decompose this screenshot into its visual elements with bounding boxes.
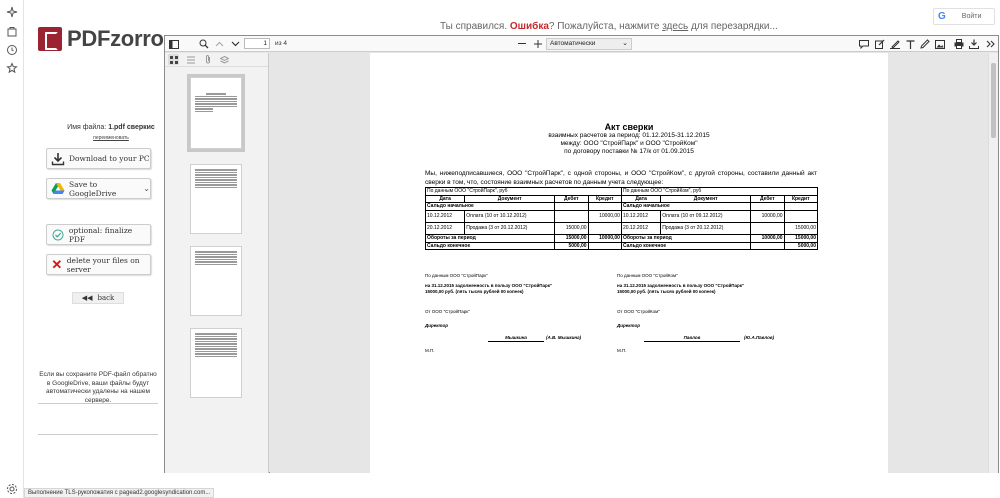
download-label: Download to your PC (69, 154, 150, 163)
captcha-message (440, 21, 778, 32)
browser-sidebar (0, 0, 24, 498)
cell: 10.12.2012 (621, 211, 660, 223)
text-icon[interactable] (903, 37, 917, 51)
draw-icon[interactable] (918, 37, 932, 51)
rewind-icon: ◀◀ (81, 294, 93, 302)
back-button[interactable] (72, 292, 124, 304)
zoom-out-icon[interactable] (515, 37, 529, 51)
closing-label: Сальдо конечное (621, 242, 750, 250)
reconciliation-table (425, 187, 818, 250)
page-number-input[interactable]: 1 (244, 38, 270, 49)
thumbnail-sidebar (165, 53, 269, 473)
table-row (426, 211, 818, 223)
closing-label: Сальдо конечное (426, 242, 555, 250)
save-to-googledrive-button[interactable] (46, 178, 151, 199)
check-circle-icon (51, 228, 65, 242)
cell: 15000,00 (555, 223, 588, 235)
cell: Оплата (10 от 10.12.2012) (465, 211, 555, 223)
captcha-prefix: Ты справился. (440, 21, 508, 32)
zoom-select[interactable] (546, 38, 632, 50)
googledrive-note: Если вы сохраните PDF-файл обратно в GoogleDrive, ваши файлы будут автоматически удалены на нашем сервере. (39, 371, 157, 404)
left-by-data: По данным ООО "СтройПарк" (425, 273, 488, 278)
turnover-label: Обороты за период (426, 235, 555, 243)
table-row (426, 242, 818, 250)
header-cell: Дата (621, 195, 660, 203)
page-thumbnail[interactable] (190, 328, 242, 398)
delete-files-button[interactable] (46, 254, 151, 275)
doc-subtitle: по договору поставки № 17/к от 01.09.2015 (564, 148, 694, 155)
right-name: (Ю.А.Павлов) (744, 335, 775, 340)
cell: 15000,00 (555, 235, 588, 243)
divider (38, 403, 158, 404)
back-label: back (97, 294, 115, 302)
header-cell: Документ (465, 195, 555, 203)
sparkle-icon[interactable] (5, 5, 19, 19)
cell: 20.12.2012 (621, 223, 660, 235)
left-name: (А.В. Мышкина) (546, 335, 582, 340)
logo-text: PDFzorro (67, 26, 164, 51)
left-party: По данным ООО "СтройПарк", руб (426, 188, 622, 196)
signature-icon[interactable] (873, 37, 887, 51)
search-icon[interactable] (197, 37, 211, 51)
chevron-up-icon[interactable] (212, 37, 226, 51)
app-side-panel (25, 0, 165, 498)
table-row (426, 235, 818, 243)
history-icon[interactable] (5, 43, 19, 57)
cell: Оплата (10 от 09.12.2012) (661, 211, 751, 223)
logo-icon (38, 27, 62, 51)
delete-label: delete your files on server (66, 255, 140, 274)
cell: Продажа (3 от 20.12.2012) (661, 223, 751, 235)
scrollbar-thumb[interactable] (991, 63, 996, 138)
doc-subtitle: между: ООО "СтройПарк" и ООО "СтройКом" (560, 140, 698, 147)
right-amount: 15000,00 руб. (пять тысяч рублей 00 копеек) (617, 289, 716, 294)
google-icon: G (938, 11, 946, 22)
pdfzorro-logo[interactable] (38, 26, 164, 52)
chevron-down-icon: ⌄ (143, 184, 150, 193)
file-info (45, 123, 177, 143)
save-icon[interactable] (967, 37, 981, 51)
download-icon (51, 152, 65, 166)
rename-link[interactable]: переименовать (93, 135, 129, 141)
table-row (426, 188, 818, 196)
left-signer: Мышкина (488, 335, 544, 342)
pdf-viewer (164, 35, 999, 473)
reload-link[interactable]: здесь (662, 21, 689, 32)
table-row (426, 203, 818, 211)
cell: 20.12.2012 (426, 223, 465, 235)
zoom-in-icon[interactable] (531, 37, 545, 51)
browser-status-bar: Выполнение TLS-рукопожатия с pagead2.googlesyndication.com... (24, 488, 214, 498)
layers-tab-icon[interactable] (219, 54, 230, 65)
outline-tab-icon[interactable] (185, 54, 196, 65)
page-thumbnail[interactable] (190, 246, 242, 316)
right-by-data: По данным ООО "СтройКом" (617, 273, 678, 278)
header-cell: Кредит (784, 195, 817, 203)
pdf-page (370, 53, 888, 473)
image-icon[interactable] (933, 37, 947, 51)
right-from: От ООО "СтройКом" (617, 309, 660, 314)
header-cell: Дебет (555, 195, 588, 203)
finalize-pdf-button[interactable] (46, 224, 151, 245)
googledrive-label: Save to GoogleDrive (69, 179, 117, 198)
turnover-label: Обороты за период (621, 235, 750, 243)
finalize-label: optional: finalize PDF (68, 225, 133, 244)
cell: Продажа (3 от 20.12.2012) (465, 223, 555, 235)
sidebar-toggle-icon[interactable] (167, 37, 181, 51)
viewer-toolbar (165, 36, 998, 52)
opening-label: Сальдо начальное (621, 203, 750, 211)
header-cell: Документ (661, 195, 751, 203)
page-thumbnail[interactable] (190, 77, 242, 149)
doc-title: Акт сверки (604, 122, 654, 132)
page-thumbnail[interactable] (190, 164, 242, 234)
download-button[interactable] (46, 148, 151, 169)
document-canvas (270, 53, 988, 473)
cell: 5000,00 (784, 242, 817, 250)
attachments-tab-icon[interactable] (202, 54, 213, 65)
cell: 15000,00 (784, 235, 817, 243)
table-row (426, 223, 818, 235)
print-icon[interactable] (952, 37, 966, 51)
file-name: 1.pdf сверкис (108, 124, 155, 131)
file-label: Имя файла: (67, 124, 107, 131)
captcha-error: Ошибка (509, 21, 549, 32)
login-label: Войти (961, 13, 982, 20)
cell: 5000,00 (555, 242, 588, 250)
divider (38, 434, 158, 435)
right-signer: Павлов (644, 335, 740, 342)
cell (588, 223, 621, 235)
left-debt: на 31.12.2015 задолженность в пользу ООО "СтройПарк" (425, 283, 553, 288)
zoom-value: Автоматически (550, 40, 596, 47)
doc-subtitle: взаимных расчетов за период: 01.12.2015-31.12.2015 (548, 132, 710, 139)
cell (784, 211, 817, 223)
document-scrollbar[interactable] (988, 53, 998, 473)
header-cell: Дебет (751, 195, 784, 203)
thumbnails-tab-icon[interactable] (168, 54, 179, 65)
cell: 10000,00 (751, 235, 784, 243)
right-party: По данным ООО "СтройКом", руб (621, 188, 817, 196)
star-icon[interactable] (5, 61, 19, 75)
cell: 10000,00 (588, 235, 621, 243)
cell (751, 223, 784, 235)
captcha-suffix: для перезарядки... (690, 21, 778, 32)
close-icon: ✕ (51, 256, 63, 272)
left-stamp: М.П. (425, 348, 435, 353)
cell: 10000,00 (751, 211, 784, 223)
right-debt: на 31.12.2015 задолженность в пользу ООО "СтройПарк" (617, 283, 745, 288)
table-header (426, 195, 818, 203)
cell (555, 211, 588, 223)
chevron-down-icon: ⌄ (622, 40, 628, 47)
settings-icon[interactable] (5, 482, 19, 496)
left-from: От ООО "СтройПарк" (425, 309, 470, 314)
doc-intro: Мы, нижеподписавшиеся, ООО "СтройПарк", с одной стороны, и ООО "СтройКом", с другой стороны, составили данный акт сверки в том, что, состояние взаимных расчетов по данным учета следующее: (425, 170, 817, 186)
cell: 15000,00 (784, 223, 817, 235)
cell: 10.12.2012 (426, 211, 465, 223)
left-role: Директор (425, 323, 448, 328)
cell: 10000,00 (588, 211, 621, 223)
comment-icon[interactable] (857, 37, 871, 51)
captcha-mid: ? Пожалуйста, нажмите (548, 21, 660, 32)
opening-label: Сальдо начальное (426, 203, 555, 211)
sidebar-tabs (165, 53, 268, 67)
more-tools-icon[interactable] (984, 37, 998, 51)
right-role: Директор (617, 323, 640, 328)
google-drive-icon (51, 182, 65, 196)
highlight-icon[interactable] (888, 37, 902, 51)
google-login-button[interactable] (933, 8, 995, 25)
header-cell: Кредит (588, 195, 621, 203)
left-amount: 15000,00 руб. (пять тысяч рублей 00 копеек) (425, 289, 524, 294)
right-stamp: М.П. (617, 348, 627, 353)
bag-icon[interactable] (5, 24, 19, 38)
header-cell: Дата (426, 195, 465, 203)
page-count: из 4 (275, 40, 288, 47)
chevron-down-icon[interactable] (228, 37, 242, 51)
